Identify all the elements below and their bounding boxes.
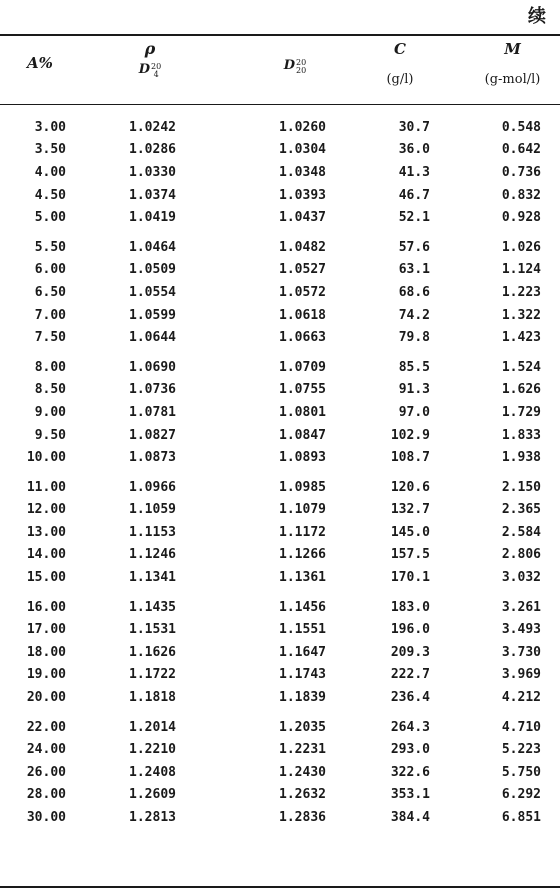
table-row xyxy=(0,326,560,349)
cell-percent: 20.00 xyxy=(26,690,66,706)
cell-density: 1.1743 xyxy=(279,667,326,683)
header-concentration-percent: A% xyxy=(27,54,53,72)
cell-molarity: 0.832 xyxy=(501,187,541,203)
cell-molarity: 0.928 xyxy=(501,210,541,226)
table-row xyxy=(0,596,560,619)
header-rule xyxy=(0,104,560,105)
cell-molarity: 6.851 xyxy=(501,810,541,826)
table-row xyxy=(0,304,560,327)
cell-rho: 1.1722 xyxy=(129,667,176,683)
cell-density: 1.0260 xyxy=(279,119,326,135)
cell-rho: 1.2609 xyxy=(129,787,176,803)
table-row xyxy=(0,806,560,829)
cell-density: 1.2836 xyxy=(279,810,326,826)
cell-rho: 1.1153 xyxy=(129,524,176,540)
cell-conc: 97.0 xyxy=(398,404,430,420)
cell-conc: 145.0 xyxy=(390,524,430,540)
cell-percent: 5.00 xyxy=(34,210,66,226)
cell-rho: 1.0599 xyxy=(129,307,176,323)
cell-percent: 16.00 xyxy=(26,599,66,615)
cell-rho: 1.1246 xyxy=(129,547,176,563)
cell-conc: 41.3 xyxy=(398,164,430,180)
cell-density: 1.1172 xyxy=(279,524,326,540)
table-row xyxy=(0,259,560,282)
cell-molarity: 6.292 xyxy=(501,787,541,803)
cell-molarity: 5.750 xyxy=(501,764,541,780)
cell-molarity: 1.223 xyxy=(501,284,541,300)
cell-percent: 4.00 xyxy=(34,164,66,180)
cell-rho: 1.0736 xyxy=(129,382,176,398)
cell-rho: 1.0509 xyxy=(129,262,176,278)
cell-percent: 14.00 xyxy=(26,547,66,563)
bottom-rule xyxy=(0,886,560,888)
cell-rho: 1.2813 xyxy=(129,810,176,826)
cell-percent: 7.50 xyxy=(34,330,66,346)
table-row xyxy=(0,716,560,739)
header-d-sub: 20 xyxy=(296,66,307,75)
cell-density: 1.0985 xyxy=(279,479,326,495)
table-row xyxy=(0,236,560,259)
cell-conc: 120.6 xyxy=(390,479,430,495)
cell-rho: 1.0419 xyxy=(129,210,176,226)
table-row xyxy=(0,184,560,207)
cell-rho: 1.0330 xyxy=(129,164,176,180)
cell-density: 1.0663 xyxy=(279,330,326,346)
table-row xyxy=(0,424,560,447)
cell-conc: 196.0 xyxy=(390,622,430,638)
cell-rho: 1.2210 xyxy=(129,742,176,758)
row-group xyxy=(0,596,560,709)
header-m-unit: (g-mol/l) xyxy=(484,72,541,87)
cell-density: 1.2231 xyxy=(279,742,326,758)
cell-rho: 1.2408 xyxy=(129,764,176,780)
cell-density: 1.0348 xyxy=(279,164,326,180)
cell-conc: 209.3 xyxy=(390,644,430,660)
header-d-sup: 20 xyxy=(296,58,307,67)
cell-rho: 1.2014 xyxy=(129,719,176,735)
cell-percent: 9.00 xyxy=(34,404,66,420)
cell-density: 1.0393 xyxy=(279,187,326,203)
cell-rho: 1.0554 xyxy=(129,284,176,300)
cell-conc: 74.2 xyxy=(398,307,430,323)
cell-molarity: 5.223 xyxy=(501,742,541,758)
cell-density: 1.0304 xyxy=(279,142,326,158)
cell-percent: 10.00 xyxy=(26,450,66,466)
table-row xyxy=(0,664,560,687)
cell-conc: 264.3 xyxy=(390,719,430,735)
cell-rho: 1.1059 xyxy=(129,502,176,518)
row-group xyxy=(0,476,560,589)
cell-conc: 157.5 xyxy=(390,547,430,563)
cell-molarity: 1.322 xyxy=(501,307,541,323)
table-row xyxy=(0,499,560,522)
cell-percent: 3.00 xyxy=(34,119,66,135)
cell-percent: 9.50 xyxy=(34,427,66,443)
cell-molarity: 1.729 xyxy=(501,404,541,420)
cell-percent: 30.00 xyxy=(26,810,66,826)
row-group xyxy=(0,116,560,229)
cell-density: 1.0893 xyxy=(279,450,326,466)
header-rho-sup: 20 xyxy=(151,62,162,71)
table-row xyxy=(0,784,560,807)
cell-percent: 12.00 xyxy=(26,502,66,518)
cell-density: 1.0572 xyxy=(279,284,326,300)
table-row xyxy=(0,738,560,761)
table-row xyxy=(0,356,560,379)
table-row xyxy=(0,281,560,304)
cell-density: 1.1361 xyxy=(279,570,326,586)
cell-conc: 57.6 xyxy=(398,239,430,255)
cell-conc: 170.1 xyxy=(390,570,430,586)
cell-percent: 8.50 xyxy=(34,382,66,398)
cell-density: 1.0618 xyxy=(279,307,326,323)
cell-conc: 68.6 xyxy=(398,284,430,300)
cell-conc: 108.7 xyxy=(390,450,430,466)
table-row xyxy=(0,686,560,709)
table-row xyxy=(0,618,560,641)
cell-molarity: 4.710 xyxy=(501,719,541,735)
header-c-unit: (g/l) xyxy=(386,72,414,87)
cell-molarity: 2.150 xyxy=(501,479,541,495)
cell-percent: 11.00 xyxy=(26,479,66,495)
cell-rho: 1.0286 xyxy=(129,142,176,158)
table-row xyxy=(0,206,560,229)
cell-rho: 1.0873 xyxy=(129,450,176,466)
header-molarity xyxy=(465,40,560,87)
data-table xyxy=(0,116,560,836)
cell-rho: 1.1531 xyxy=(129,622,176,638)
header-rho-sub: 4 xyxy=(153,70,159,79)
cell-conc: 132.7 xyxy=(390,502,430,518)
cell-density: 1.2632 xyxy=(279,787,326,803)
cell-density: 1.0482 xyxy=(279,239,326,255)
header-relative-density xyxy=(245,54,345,75)
cell-rho: 1.0690 xyxy=(129,359,176,375)
cell-molarity: 1.938 xyxy=(501,450,541,466)
cell-conc: 384.4 xyxy=(390,810,430,826)
table-row xyxy=(0,446,560,469)
cell-rho: 1.0644 xyxy=(129,330,176,346)
cell-percent: 18.00 xyxy=(26,644,66,660)
cell-percent: 17.00 xyxy=(26,622,66,638)
header-d-symbol: D xyxy=(283,58,296,73)
cell-density: 1.1079 xyxy=(279,502,326,518)
cell-conc: 322.6 xyxy=(390,764,430,780)
header-c-symbol: C xyxy=(394,40,406,58)
cell-molarity: 3.730 xyxy=(501,644,541,660)
cell-density: 1.2430 xyxy=(279,764,326,780)
cell-rho: 1.0374 xyxy=(129,187,176,203)
table-row xyxy=(0,161,560,184)
cell-molarity: 3.969 xyxy=(501,667,541,683)
cell-percent: 15.00 xyxy=(26,570,66,586)
cell-molarity: 1.833 xyxy=(501,427,541,443)
cell-conc: 85.5 xyxy=(398,359,430,375)
cell-percent: 28.00 xyxy=(26,787,66,803)
cell-molarity: 1.626 xyxy=(501,382,541,398)
cell-molarity: 2.365 xyxy=(501,502,541,518)
cell-conc: 52.1 xyxy=(398,210,430,226)
cell-conc: 353.1 xyxy=(390,787,430,803)
header-rho-symbol: ρ xyxy=(144,39,156,58)
cell-molarity: 0.642 xyxy=(501,142,541,158)
cell-rho: 1.0827 xyxy=(129,427,176,443)
cell-density: 1.1839 xyxy=(279,690,326,706)
table-row xyxy=(0,139,560,162)
cell-percent: 24.00 xyxy=(26,742,66,758)
cell-density: 1.1266 xyxy=(279,547,326,563)
table-row xyxy=(0,401,560,424)
cell-molarity: 3.493 xyxy=(501,622,541,638)
row-group xyxy=(0,356,560,469)
cell-percent: 26.00 xyxy=(26,764,66,780)
cell-percent: 6.50 xyxy=(34,284,66,300)
cell-molarity: 0.736 xyxy=(501,164,541,180)
cell-conc: 293.0 xyxy=(390,742,430,758)
cell-percent: 8.00 xyxy=(34,359,66,375)
cell-conc: 30.7 xyxy=(398,119,430,135)
table-row xyxy=(0,566,560,589)
cell-rho: 1.1626 xyxy=(129,644,176,660)
table-row xyxy=(0,116,560,139)
cell-conc: 63.1 xyxy=(398,262,430,278)
cell-rho: 1.1818 xyxy=(129,690,176,706)
cell-molarity: 1.524 xyxy=(501,359,541,375)
header-density-rho xyxy=(100,40,200,79)
cell-molarity: 0.548 xyxy=(501,119,541,135)
continued-mark: 续 xyxy=(528,6,546,27)
cell-rho: 1.0966 xyxy=(129,479,176,495)
table-row xyxy=(0,379,560,402)
cell-conc: 36.0 xyxy=(398,142,430,158)
row-group xyxy=(0,716,560,829)
cell-conc: 91.3 xyxy=(398,382,430,398)
cell-percent: 7.00 xyxy=(34,307,66,323)
table-row xyxy=(0,761,560,784)
cell-density: 1.0437 xyxy=(279,210,326,226)
cell-conc: 222.7 xyxy=(390,667,430,683)
table-row xyxy=(0,476,560,499)
cell-rho: 1.1341 xyxy=(129,570,176,586)
cell-density: 1.0801 xyxy=(279,404,326,420)
table-row xyxy=(0,544,560,567)
cell-percent: 3.50 xyxy=(34,142,66,158)
cell-density: 1.1456 xyxy=(279,599,326,615)
cell-percent: 19.00 xyxy=(26,667,66,683)
cell-molarity: 1.026 xyxy=(501,239,541,255)
row-group xyxy=(0,236,560,349)
cell-percent: 13.00 xyxy=(26,524,66,540)
cell-density: 1.0527 xyxy=(279,262,326,278)
cell-rho: 1.1435 xyxy=(129,599,176,615)
cell-molarity: 3.261 xyxy=(501,599,541,615)
header-rho-d: D xyxy=(138,62,151,77)
cell-rho: 1.0242 xyxy=(129,119,176,135)
cell-conc: 46.7 xyxy=(398,187,430,203)
cell-molarity: 2.584 xyxy=(501,524,541,540)
cell-density: 1.2035 xyxy=(279,719,326,735)
cell-percent: 6.00 xyxy=(34,262,66,278)
cell-percent: 5.50 xyxy=(34,239,66,255)
header-concentration-g xyxy=(360,40,440,87)
cell-density: 1.0847 xyxy=(279,427,326,443)
cell-percent: 22.00 xyxy=(26,719,66,735)
cell-density: 1.0755 xyxy=(279,382,326,398)
cell-density: 1.0709 xyxy=(279,359,326,375)
table-row xyxy=(0,521,560,544)
cell-molarity: 2.806 xyxy=(501,547,541,563)
cell-conc: 102.9 xyxy=(390,427,430,443)
cell-molarity: 3.032 xyxy=(501,570,541,586)
cell-rho: 1.0781 xyxy=(129,404,176,420)
cell-conc: 183.0 xyxy=(390,599,430,615)
table-row xyxy=(0,641,560,664)
cell-density: 1.1551 xyxy=(279,622,326,638)
cell-molarity: 4.212 xyxy=(501,690,541,706)
cell-molarity: 1.124 xyxy=(501,262,541,278)
cell-percent: 4.50 xyxy=(34,187,66,203)
top-rule xyxy=(0,34,560,36)
cell-density: 1.1647 xyxy=(279,644,326,660)
header-m-symbol: M xyxy=(504,40,521,58)
cell-rho: 1.0464 xyxy=(129,239,176,255)
cell-conc: 236.4 xyxy=(390,690,430,706)
cell-molarity: 1.423 xyxy=(501,330,541,346)
cell-conc: 79.8 xyxy=(398,330,430,346)
